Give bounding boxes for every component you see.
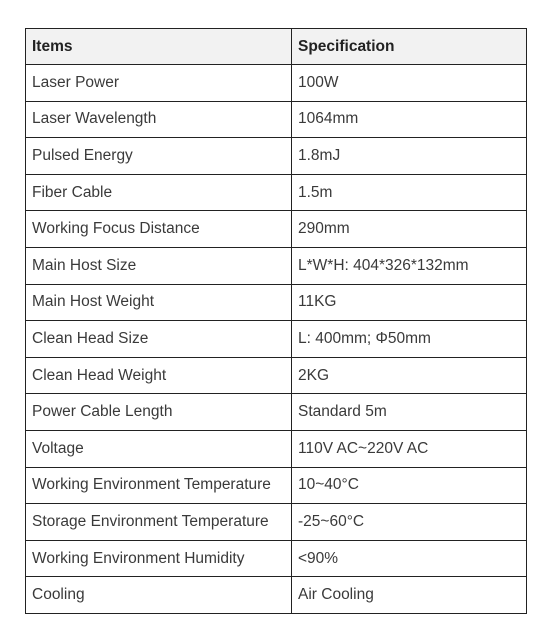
item-name-cell: Power Cable Length bbox=[26, 394, 292, 431]
item-name-cell: Cooling bbox=[26, 577, 292, 614]
table-row bbox=[26, 504, 527, 541]
table-header-row bbox=[26, 29, 527, 65]
table-row bbox=[26, 247, 527, 284]
specification-value-cell: <90% bbox=[292, 540, 527, 577]
table-row bbox=[26, 540, 527, 577]
item-name-cell: Clean Head Size bbox=[26, 321, 292, 358]
item-name-cell: Fiber Cable bbox=[26, 174, 292, 211]
table-row bbox=[26, 284, 527, 321]
header-items: Items bbox=[26, 29, 292, 65]
table-row bbox=[26, 211, 527, 248]
specification-value-cell: 110V AC~220V AC bbox=[292, 430, 527, 467]
table-row bbox=[26, 577, 527, 614]
specification-value-cell: 2KG bbox=[292, 357, 527, 394]
table-row bbox=[26, 101, 527, 138]
specification-value-cell: 1.8mJ bbox=[292, 138, 527, 175]
item-name-cell: Main Host Size bbox=[26, 247, 292, 284]
item-name-cell: Laser Wavelength bbox=[26, 101, 292, 138]
table-row bbox=[26, 65, 527, 102]
table-row bbox=[26, 138, 527, 175]
item-name-cell: Laser Power bbox=[26, 65, 292, 102]
specification-value-cell: 10~40°C bbox=[292, 467, 527, 504]
item-name-cell: Clean Head Weight bbox=[26, 357, 292, 394]
table-body bbox=[26, 65, 527, 614]
item-name-cell: Main Host Weight bbox=[26, 284, 292, 321]
header-specification: Specification bbox=[292, 29, 527, 65]
table-row bbox=[26, 174, 527, 211]
specification-value-cell: 1.5m bbox=[292, 174, 527, 211]
specification-value-cell: Standard 5m bbox=[292, 394, 527, 431]
specification-value-cell: 100W bbox=[292, 65, 527, 102]
specification-value-cell: 11KG bbox=[292, 284, 527, 321]
item-name-cell: Working Focus Distance bbox=[26, 211, 292, 248]
item-name-cell: Working Environment Temperature bbox=[26, 467, 292, 504]
table-row bbox=[26, 394, 527, 431]
specification-value-cell: Air Cooling bbox=[292, 577, 527, 614]
specification-value-cell: L: 400mm; Φ50mm bbox=[292, 321, 527, 358]
table-row bbox=[26, 430, 527, 467]
item-name-cell: Voltage bbox=[26, 430, 292, 467]
item-name-cell: Pulsed Energy bbox=[26, 138, 292, 175]
specification-value-cell: -25~60°C bbox=[292, 504, 527, 541]
item-name-cell: Working Environment Humidity bbox=[26, 540, 292, 577]
specification-value-cell: L*W*H: 404*326*132mm bbox=[292, 247, 527, 284]
item-name-cell: Storage Environment Temperature bbox=[26, 504, 292, 541]
table-row bbox=[26, 357, 527, 394]
specification-value-cell: 1064mm bbox=[292, 101, 527, 138]
specification-value-cell: 290mm bbox=[292, 211, 527, 248]
table-row bbox=[26, 467, 527, 504]
specification-table bbox=[25, 28, 527, 614]
table-row bbox=[26, 321, 527, 358]
